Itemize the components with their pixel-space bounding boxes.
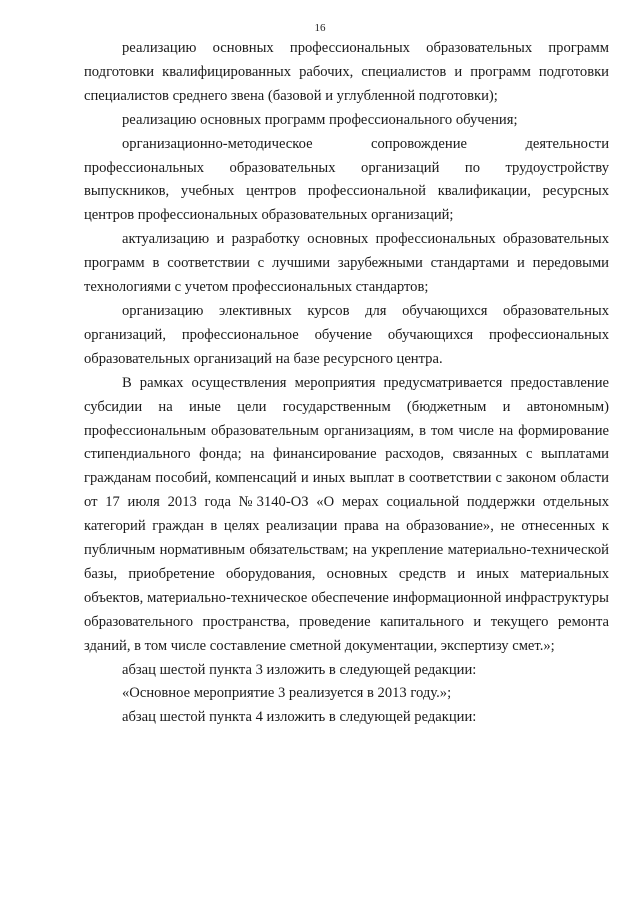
- paragraph-elective-courses: организацию элективных курсов для обучающихся образовательных организаций, профессиональное обучение обучающихся профессиональных образовательных организаций на базе ресурсного центра.: [84, 302, 609, 367]
- paragraph-methodological-support: организационно-методическое сопровождение деятельности профессиональных образовательных организаций по трудоустройству выпускников, учебных центров профессиональной квалификации, ресурсных центров профессиональных образовательных организаций;: [84, 135, 609, 224]
- paragraph-subsidies: В рамках осуществления мероприятия предусматривается предоставление субсидии на иные цели государственным (бюджетным и автономным) профессиональным образовательным организациям, в том числе на формирование стипендиального фонда; на финансирование расходов, связанных с выплатами гражданам пособий, компенсаций и иных выплат в соответствии с законом области от 17 июля 2013 года №3140-ОЗ «О мерах социальной поддержки отдельных категорий граждан в целях реализации права на образование», не отнесенных к публичным нормативным обязательствам; на укрепление материально-технической базы, приобретение оборудования, основных средств и иных материальных объектов, материально-техническое обеспечение информационной инфраструктуры образовательного пространства, проведение капитального и текущего ремонта зданий, в том числе составление сметной документации, экспертизу смет.»;: [84, 374, 609, 654]
- paragraph-program-update: актуализацию и разработку основных профессиональных образовательных программ в соответствии с лучшими зарубежными стандартами и передовыми технологиями с учетом профессиональных стандартов;: [84, 231, 609, 296]
- paragraph-vocational-training: реализацию основных программ профессионального обучения;: [122, 111, 518, 128]
- page-number: 16: [314, 22, 326, 34]
- paragraph-main-measure-3: «Основное мероприятие 3 реализуется в 2013 году.»;: [122, 685, 452, 702]
- document-body: [84, 37, 609, 730]
- paragraph-professional-programs: реализацию основных профессиональных образовательных программ подготовки квалифицированных рабочих, специалистов и программ подготовки специалистов среднего звена (базовой и углубленной подготовки);: [84, 40, 609, 104]
- paragraph-amendment-item-3: абзац шестой пункта 3 изложить в следующей редакции:: [122, 661, 477, 678]
- paragraph-amendment-item-4: абзац шестой пункта 4 изложить в следующей редакции:: [122, 709, 477, 726]
